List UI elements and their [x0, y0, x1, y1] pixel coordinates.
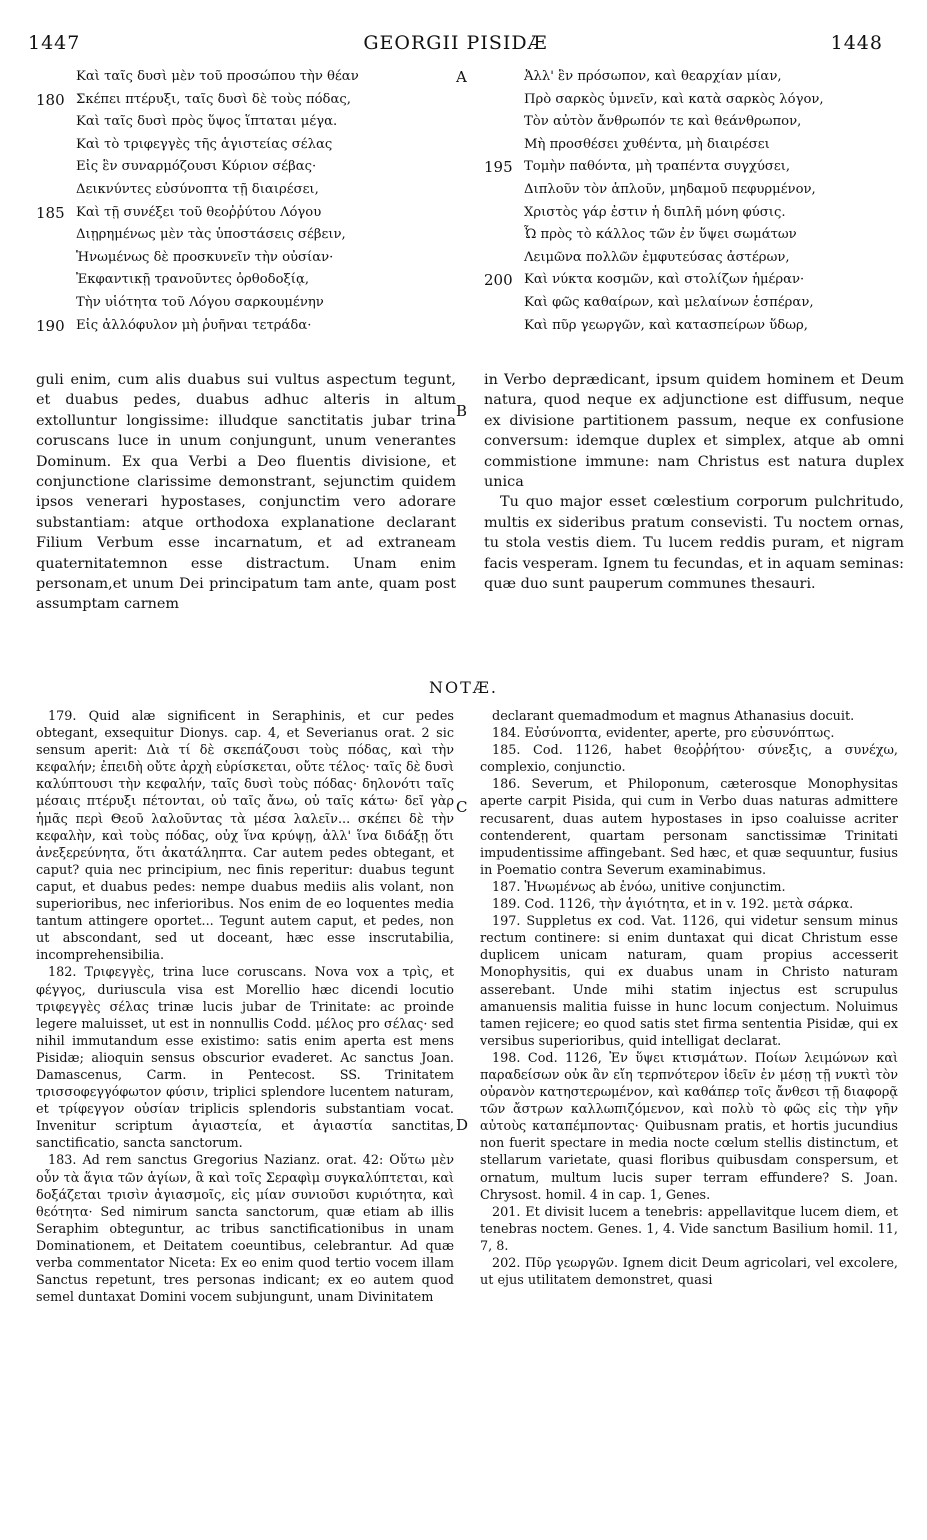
latin-translation-left — [36, 370, 456, 615]
verse-number — [36, 134, 76, 157]
verse-line — [484, 66, 904, 89]
note-entry: 186. Severum, et Philoponum, cæterosque Monophysitas aperte carpit Pisida, qui cum in Verbo duas naturas admittere recusarent, duas autem hypostases in ipso coaluisse acriter contenderent, quartam personam sanctissimæ Trinitati impudentissime affingebant. Sed hæc, et quæ sequuntur, fusius in Poematio contra Severum examinabimus. — [480, 777, 898, 878]
margin-letter-c: C — [456, 798, 468, 816]
margin-letter-d: D — [456, 1116, 469, 1134]
notes-column-right — [480, 708, 898, 1289]
verse-number — [484, 247, 524, 270]
verse-line — [484, 89, 904, 112]
verse-text: Καὶ πῦρ γεωργῶν, καὶ κατασπείρων ὕδωρ, — [524, 317, 808, 333]
verse-text: Διπλοῦν τὸν ἁπλοῦν, μηδαμοῦ πεφυρμένον, — [524, 181, 816, 197]
verse-line — [484, 179, 904, 202]
verse-text: Τομὴν παθόντα, μὴ τραπέντα συγχύσει, — [524, 159, 791, 175]
verse-number — [484, 315, 524, 338]
verse-number: 195 — [484, 158, 513, 177]
verse-line — [36, 269, 456, 292]
note-entry: 185. Cod. 1126, habet θεοῤῥήτου· σύνεξις, a συνέχω, complexio, conjunctio. — [480, 743, 898, 776]
verse-number — [36, 224, 76, 247]
verse-line — [484, 202, 904, 225]
verse-line — [36, 315, 456, 338]
verse-text: Ἐκφαντικῇ τρανοῦντες ὀρθοδοξίᾳ, — [76, 272, 310, 288]
latin-paragraph: Tu quo major esset cœlestium corporum pulchritudo, multis ex sideribus pratum consevisti. Tu noctem ornas, tu stola vestis diem. Tu lucem reddis puram, et nigram facis vesperam. Ignem tu fecundas, et in aquam seminas: quæ duo sunt pauperum communes thesauri. — [484, 494, 904, 593]
verse-number: 180 — [36, 90, 65, 109]
note-entry: 187. Ἡνωμένως ab ἑνόω, unitive conjunctim. — [492, 879, 786, 895]
latin-paragraph: in Verbo deprædicant, ipsum quidem hominem et Deum natura, quod neque ex adjunctione est diffusum, neque ex divisione partitionem passum, neque ex confusione conversum: idemque duplex et simplex, atque ab omni commistione immune: nam Christus est natura duplex unica — [484, 372, 904, 491]
verse-text: Λειμῶνα πολλῶν ἐμφυτεύσας ἀστέρων, — [524, 249, 790, 265]
verse-text: Τὴν υἱότητα τοῦ Λόγου σαρκουμένην — [76, 294, 324, 310]
verse-line — [36, 179, 456, 202]
verse-number — [36, 247, 76, 270]
verse-text: Ἀλλ' ἓν πρόσωπον, καὶ θεαρχίαν μίαν, — [524, 69, 782, 84]
note-entry: 184. Εὐσύνοπτα, evidenter, aperte, pro εὐσυνόπτως. — [492, 726, 835, 742]
verse-number — [484, 202, 524, 225]
verse-line — [484, 292, 904, 315]
verse-number — [484, 224, 524, 247]
verse-line — [36, 134, 456, 157]
verse-number — [484, 134, 524, 157]
verse-number — [36, 156, 76, 179]
verse-text: Διῃρημένως μὲν τὰς ὑποστάσεις σέβειν, — [76, 227, 346, 243]
verse-text: Μὴ προσθέσει χυθέντα, μὴ διαιρέσει — [524, 136, 770, 152]
verse-line — [36, 111, 456, 134]
verse-number: 190 — [36, 316, 65, 335]
left-page-number: 1447 — [28, 32, 81, 54]
verse-line — [36, 224, 456, 247]
verse-text: Καὶ νύκτα κοσμῶν, καὶ στολίζων ἡμέραν· — [524, 272, 805, 288]
page-header — [28, 32, 883, 62]
verse-text: Εἰς ἀλλόφυλον μὴ ῥυῆναι τετράδα· — [76, 317, 312, 333]
verse-text: Καὶ φῶς καθαίρων, καὶ μελαίνων ἑσπέραν, — [524, 294, 814, 310]
notes-column-left — [36, 708, 454, 1306]
verse-line — [484, 315, 904, 338]
note-entry: 183. Ad rem sanctus Gregorius Nazianz. orat. 42: Οὕτω μὲν οὖν τὰ ἅγια τῶν ἁγίων, ἃ καὶ τοῖς Σεραφὶμ συγκαλύπτεται, καὶ δοξάζεται τρισὶν ἁγιασμοῖς, εἰς μίαν συνιοῦσι κυριότητα, καὶ θεότητα· Sed nimirum sancta sanctorum, quæ etiam ab illis Seraphim obteguntur, ac tribus sanctificationibus in unam Dominationem, et Deitatem coeuntibus, celebrantur. Ad quæ verba commentator Niceta: Ex eo enim quod tertio vocem illam Sanctus repetunt, tres personas indicant; ex eo autem quod semel duntaxat Domini vocem subjungunt, unam Divinitatem — [36, 1153, 454, 1306]
verse-text: Τὸν αὐτὸν ἄνθρωπόν τε καὶ θεάνθρωπον, — [524, 114, 802, 130]
note-entry: 202. Πῦρ γεωργῶν. Ignem dicit Deum agricolari, vel excolere, ut ejus utilitatem demonstret, quasi — [480, 1256, 898, 1289]
verse-line — [36, 156, 456, 179]
greek-verses-right — [484, 66, 904, 337]
note-entry: 201. Et divisit lucem a tenebris: appellavitque lucem diem, et tenebras noctem. Genes. 1, 4. Vide sanctum Basilium homil. 11, 7, 8. — [480, 1204, 898, 1254]
verse-text: Καὶ τῇ συνέξει τοῦ θεοῤῥύτου Λόγου — [76, 204, 322, 220]
verse-text: Καὶ τὸ τριφεγγὲς τῆς ἁγιστείας σέλας — [76, 136, 333, 152]
verse-number — [484, 89, 524, 112]
greek-verses-left — [36, 66, 456, 337]
verse-text: Σκέπει πτέρυξι, ταῖς δυσὶ δὲ τοὺς πόδας, — [76, 91, 351, 107]
verse-number — [484, 111, 524, 134]
verse-text: Καὶ ταῖς δυσὶ μὲν τοῦ προσώπου τὴν θέαν — [76, 69, 359, 84]
verse-number — [484, 292, 524, 315]
right-page-number: 1448 — [830, 32, 883, 54]
verse-text: Δεικνύντες εὐσύνοπτα τῇ διαιρέσει, — [76, 181, 319, 197]
verse-line — [484, 111, 904, 134]
note-entry: 197. Suppletus ex cod. Vat. 1126, qui videtur sensum minus rectum continere: si enim duntaxat qui dicat Christum esse duplicem unicam naturam, quam propius accesserit Monophysitis, qui ex duabus unam in Christo naturam asserebant. Unde mihi statim injectus est scrupulus amanuensis malitia fuisse in hunc locum conjectum. Noluimus tamen rejicere; eo quod satis stet firma sententia Pisidæ, qui ex versibus superioribus, quid intelligat declarat. — [480, 914, 898, 1049]
verse-number — [484, 179, 524, 202]
note-entry: 189. Cod. 1126, τὴν ἁγιότητα, et in v. 192. μετὰ σάρκα. — [492, 897, 854, 913]
verse-number: 200 — [484, 271, 513, 290]
note-entry: 198. Cod. 1126, Ἐν ὕψει κτισμάτων. Ποίων λειμώνων καὶ παραδείσων οὐκ ἂν εἴη τερπνότερον ἰδεῖν ἐν μέσῃ τῇ νυκτὶ τὸν οὐρανὸν κατηστερωμένον, καὶ καθάπερ τοῖς ἄνθεσι τῇ διαφορᾷ τῶν ἄστρων καλλωπιζόμενον, καὶ πολὺ τὸ φῶς εἰς τὴν γῆν αὐτοὺς καταπέμποντας· Quibusnam pratis, et hortis jucundius non fuerit spectare in media nocte cœlum stellis distinctum, et stellarum varietate, quasi floribus quibusdam conspersum, et ornatum, multum lucis super terram effundere? S. Joan. Chrysost. homil. 4 in cap. 1, Genes. — [480, 1050, 898, 1203]
verse-number — [36, 292, 76, 315]
verse-line — [484, 247, 904, 270]
verse-line — [484, 134, 904, 157]
margin-letter-b: B — [456, 402, 468, 420]
verse-line — [36, 89, 456, 112]
margin-letter-a: A — [456, 68, 467, 86]
verse-line — [36, 247, 456, 270]
verse-line — [36, 202, 456, 225]
verse-number — [36, 66, 76, 89]
latin-translation-right — [484, 370, 904, 594]
verse-text: Ἡνωμένως δὲ προσκυνεῖν τὴν οὐσίαν· — [76, 249, 334, 265]
verse-number — [36, 111, 76, 134]
verse-line — [484, 224, 904, 247]
verse-line — [36, 292, 456, 315]
verse-line — [36, 66, 456, 89]
verse-number — [484, 66, 524, 89]
verse-number — [36, 269, 76, 292]
verse-number: 185 — [36, 203, 65, 222]
latin-paragraph: guli enim, cum alis duabus sui vultus aspectum tegunt, et duabus pedes, duabus adhuc alteris in altum extolluntur longissime: illudque sanctitatis jubar trina coruscans luce in unum conjungunt, unum venerantes Dominum. Ex qua Verbi a Deo fluentis divisione, et conjunctione clarissime demonstrant, sejunctim quidem ipsos venerari hypostases, conjunctim vero adorare substantiam: atque orthodoxa explanatione declarant Filium Verbum esse incarnatum, et ad extraneam quaternitatemnon esse distractum. Unam enim personam,et unum Dei principatum tam ante, quam post assumptam carnem — [36, 372, 456, 613]
verse-line — [484, 156, 904, 179]
running-title: GEORGII PISIDÆ — [363, 32, 548, 54]
verse-text: Ὦ πρὸς τὸ κάλλος τῶν ἐν ὕψει σωμάτων — [524, 227, 797, 243]
verse-text: Καὶ ταῖς δυσὶ πρὸς ὕψος ἵπταται μέγα. — [76, 114, 338, 130]
note-entry: declarant quemadmodum et magnus Athanasius docuit. — [492, 709, 855, 724]
verse-text: Εἰς ἓν συναρμόζουσι Κύριον σέβας· — [76, 159, 317, 175]
notes-heading: NOTÆ. — [429, 678, 498, 697]
note-entry: 182. Τριφεγγὲς, trina luce coruscans. Nova vox a τρὶς, et φέγγος, duriuscula visa est Morellio hæc dicendi locutio τριφεγγὲς σέλας trinæ lucis jubar de Trinitate: ac proinde legere maluisset, ut est in nonnullis Codd. μέλος pro σέλας· sed nihil immutandum esse existimo: satis enim aperta est mens Pisidæ; alioquin sensus obscurior evaderet. Ac sanctus Joan. Damascenus, Carm. in Pentecost. SS. Trinitatem τρισσοφεγγόφωτον φύσιν, triplici splendore lucentem naturam, et τρίφεγγον οὐσίαν triplicis splendoris substantiam vocat. Invenitur scriptum ἁγιαστεία, et ἁγιαστία sanctitas, sanctificatio, sancta sanctorum. — [36, 965, 454, 1152]
verse-line — [484, 269, 904, 292]
verse-number — [36, 179, 76, 202]
verse-text: Πρὸ σαρκὸς ὑμνεῖν, καὶ κατὰ σαρκὸς λόγον, — [524, 91, 824, 107]
note-entry: 179. Quid alæ significent in Seraphinis, et cur pedes obtegant, exsequitur Dionys. cap. 4, et Severianus orat. 2 sic sensum aperit: Διὰ τί δὲ σκεπάζουσι τοὺς πόδας, καὶ τὴν κεφαλήν; ἐπειδὴ οὔτε ἀρχὴ εὑρίσκεται, οὔτε τέλος· ταῖς δὲ δυσὶ καλύπτουσι τὴν κεφαλήν, ταῖς δυσὶ τοὺς πόδας· δηλονότι ταῖς μέσαις πτέρυξι πέτονται, οὐ ταῖς ἄνω, οὐ ταῖς κάτω· δεῖ γὰρ ἡμᾶς περὶ Θεοῦ λαλοῦντας τὰ μέσα λαλεῖν... σκέπει δὲ τὴν κεφαλὴν, καὶ τοὺς πόδας, οὐχ ἵνα κρύψῃ, ἀλλ' ἵνα διδάξῃ ὅτι ἀνεξερεύνητα, ὅτι ἀκατάληπτα. Car autem pedes obtegant, et caput? quia nec principium, nec finis reperitur: duabus tegunt caput, et duabus pedes: nempe duabus mediis alis volant, non superioribus, nec inferioribus. Nos enim de eo loquentes media tantum attingere oportet... Tegunt autem caput, et pedes, non ut abscondant, sed ut doceant, hæc esse inscrutabilia, incomprehensibilia. — [36, 709, 454, 964]
verse-text: Χριστὸς γάρ ἐστιν ἡ διπλῆ μόνη φύσις. — [524, 204, 786, 220]
